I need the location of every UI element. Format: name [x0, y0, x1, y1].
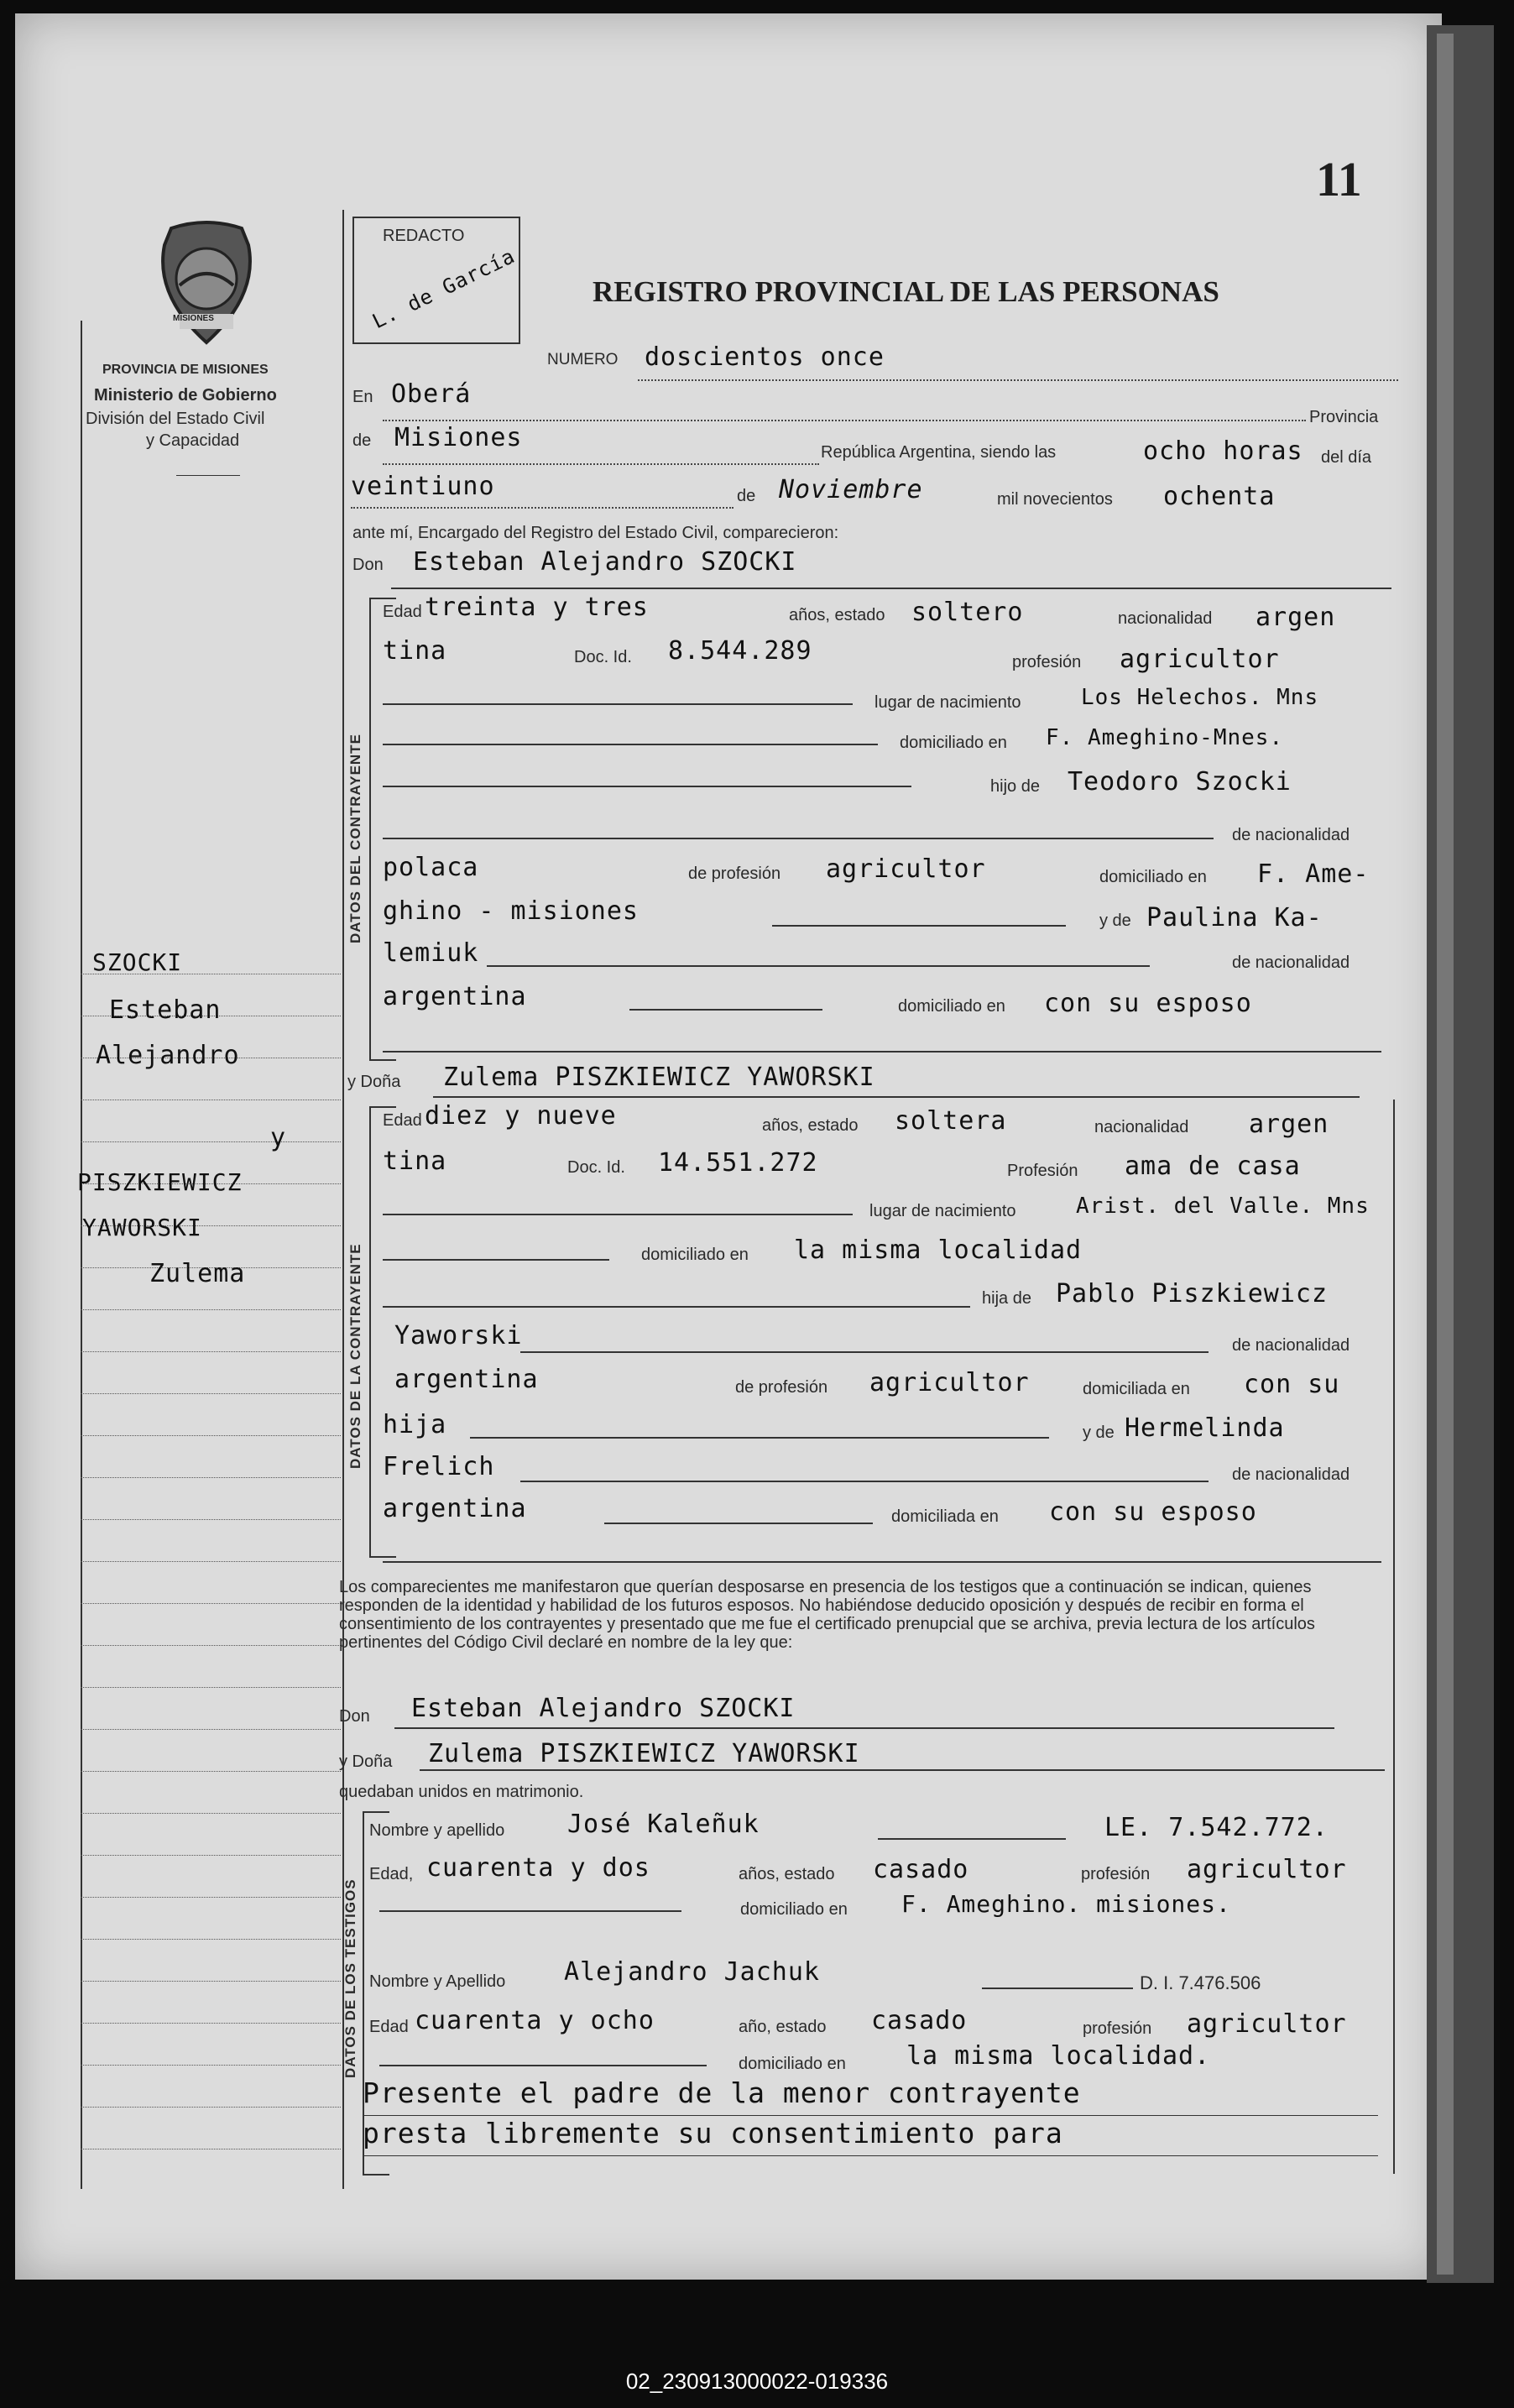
- page-number: 11: [1316, 152, 1362, 206]
- don-label: Don: [352, 556, 384, 574]
- bride-padre-dom-line: [470, 1437, 1049, 1439]
- groom-lugar: Los Helechos. Mns: [1081, 685, 1319, 710]
- w2-edad: cuarenta y ocho: [415, 2006, 655, 2035]
- bride-name: Zulema PISZKIEWICZ YAWORSKI: [443, 1063, 875, 1092]
- w1-profesion-label: profesión: [1081, 1865, 1151, 1883]
- bride-nacionalidad-a: argen: [1249, 1110, 1329, 1139]
- margin-rule-line: [81, 2065, 341, 2066]
- bride-anos-label: años, estado: [762, 1116, 859, 1135]
- groom-name: Esteban Alejandro SZOCKI: [413, 547, 797, 577]
- redacto-signature: L. de García: [368, 243, 519, 334]
- groom-padre-nac: polaca: [383, 853, 479, 882]
- margin-rule-line: [81, 1687, 341, 1688]
- groom-padre-dom-a: F. Ame-: [1257, 859, 1370, 889]
- bride-padre-line: [383, 1306, 970, 1308]
- bride-y-de-label: y de: [1083, 1423, 1115, 1442]
- margin-column: [81, 321, 344, 2189]
- hora-value: ocho horas: [1143, 436, 1303, 466]
- bride-edad-label: Edad: [383, 1111, 422, 1130]
- right-rule: [1393, 1100, 1395, 2174]
- margin-rule-line: [81, 1393, 341, 1394]
- bride-dom-label: domiciliado en: [641, 1246, 749, 1264]
- bride-nacionalidad-b: tina: [383, 1147, 447, 1176]
- margin-rule-line: [81, 1897, 341, 1898]
- union-don-label: Don: [339, 1707, 370, 1726]
- groom-profesion: agricultor: [1120, 645, 1280, 674]
- redacto-label: REDACTO: [383, 227, 465, 245]
- margin-rule-line: [81, 1351, 341, 1352]
- groom-anos-label: años, estado: [789, 606, 885, 624]
- authority-division: División del Estado Civil: [86, 410, 265, 428]
- bride-madre-nac-line: [604, 1523, 873, 1524]
- groom-madre-nac: argentina: [383, 982, 527, 1011]
- bride-madre-nac: argentina: [383, 1494, 527, 1523]
- declaration-paragraph: Los comparecientes me manifestaron que querían desposarse en presencia de los testigos que a continuación se indican, quienes responden de la identidad y habilidad de los futuros esposos. No habiéndose deducido oposición y después de recibir en forma el consentimiento de los contrayentes y presentado que me fue el certificado prenupcial que se archiva, previa lectura de los artículos pertinentes del Código Civil declaré en nombre de la ley que:: [339, 1578, 1315, 1652]
- bride-name-line: [433, 1096, 1360, 1098]
- redacto-box: [352, 217, 520, 344]
- w2-dom-label: domiciliado en: [739, 2055, 846, 2073]
- bride-edad: diez y nueve: [425, 1101, 617, 1131]
- groom-hijo-label: hijo de: [990, 777, 1040, 796]
- groom-dom-line: [383, 744, 878, 745]
- groom-padre-nac-label: de nacionalidad: [1232, 826, 1350, 844]
- groom-padre-nac-line: [383, 838, 1214, 839]
- groom-nacionalidad-a: argen: [1256, 603, 1336, 632]
- margin-name-groom-2: Alejandro: [96, 1041, 240, 1070]
- main-column-rule: [342, 210, 344, 2165]
- groom-data-vertical-label: DATOS DEL CONTRAYENTE: [347, 734, 363, 943]
- w2-profesion: agricultor: [1187, 2009, 1347, 2039]
- dia-value: veintiuno: [351, 472, 495, 501]
- margin-rule-line: [81, 1309, 341, 1310]
- note-underline-2: [363, 2155, 1378, 2156]
- groom-padre-dom-label: domiciliado en: [1099, 868, 1207, 886]
- w2-profesion-label: profesión: [1083, 2019, 1152, 2038]
- w1-doc: LE. 7.542.772.: [1104, 1813, 1329, 1842]
- margin-rule-line: [81, 1771, 341, 1772]
- union-don: Esteban Alejandro SZOCKI: [411, 1694, 796, 1723]
- w1-edad: cuarenta y dos: [426, 1853, 650, 1883]
- bride-end-line: [383, 1561, 1381, 1563]
- mes-value: Noviembre: [779, 475, 923, 504]
- margin-surname-bride-2: YAWORSKI: [82, 1214, 202, 1241]
- margin-rule-line: [81, 1981, 341, 1982]
- groom-estado: soltero: [911, 598, 1024, 627]
- margin-surname-groom: SZOCKI: [92, 948, 183, 976]
- groom-dom-label: domiciliado en: [900, 734, 1007, 752]
- bride-padre-dom-a: con su: [1244, 1370, 1340, 1399]
- groom-padre-line: [383, 786, 911, 787]
- groom-profesion-label: profesión: [1012, 653, 1082, 671]
- w1-anos-label: años, estado: [739, 1865, 835, 1883]
- groom-domicilio: F. Ameghino-Mnes.: [1046, 725, 1284, 750]
- bride-madre-dom: con su esposo: [1049, 1497, 1257, 1527]
- provincia-label: Provincia: [1309, 408, 1379, 426]
- w2-estado: casado: [871, 2006, 968, 2035]
- note-line-2: presta libremente su consentimiento para: [363, 2117, 1063, 2149]
- groom-madre-dom-label: domiciliado en: [898, 997, 1005, 1016]
- groom-name-line: [391, 588, 1391, 589]
- union-don-line: [394, 1727, 1334, 1729]
- w2-domicilio: la misma localidad.: [906, 2041, 1211, 2071]
- republica-label: República Argentina, siendo las: [821, 443, 1057, 462]
- margin-rule-line: [81, 1141, 341, 1142]
- w1-edad-label: Edad,: [369, 1865, 414, 1883]
- margin-rule-line: [81, 1477, 341, 1478]
- groom-madre-line: [487, 965, 1150, 967]
- groom-nacionalidad-b: tina: [383, 636, 447, 666]
- groom-madre-dom: con su esposo: [1044, 989, 1252, 1018]
- groom-padre-dom-line: [772, 925, 1066, 927]
- numero-label: NUMERO: [547, 351, 619, 368]
- seal-ribbon-text: MISIONES: [173, 314, 214, 323]
- bride-lugar-line: [383, 1214, 853, 1215]
- ante-mi-text: ante mí, Encargado del Registro del Estado Civil, comparecieron:: [352, 524, 839, 542]
- margin-rule-line: [81, 2023, 341, 2024]
- groom-lugar-line: [383, 703, 853, 705]
- margin-rule-line: [81, 1729, 341, 1730]
- w1-name-label: Nombre y apellido: [369, 1821, 505, 1840]
- margin-rule-line: [81, 1519, 341, 1520]
- margin-rule-line: [81, 1645, 341, 1646]
- groom-nacionalidad-label: nacionalidad: [1118, 609, 1213, 628]
- note-line-1: Presente el padre de la menor contrayente: [363, 2076, 1081, 2109]
- witness-vertical-label: DATOS DE LOS TESTIGOS: [342, 1878, 358, 2078]
- w1-domicilio: F. Ameghino. misiones.: [901, 1890, 1231, 1918]
- groom-padre-dom-b: ghino - misiones: [383, 896, 639, 926]
- de-label: de: [352, 431, 372, 450]
- authority-province: PROVINCIA DE MISIONES: [102, 363, 269, 377]
- bride-madre-a: Hermelinda: [1125, 1413, 1285, 1443]
- note-underline-1: [363, 2115, 1378, 2116]
- groom-y-de-label: y de: [1099, 911, 1131, 930]
- union-dona: Zulema PISZKIEWICZ YAWORSKI: [428, 1739, 860, 1768]
- authority-ministry: Ministerio de Gobierno: [94, 386, 277, 405]
- w1-dom-label: domiciliado en: [740, 1900, 848, 1919]
- groom-edad: treinta y tres: [425, 593, 649, 622]
- margin-conjunction: y: [270, 1123, 287, 1152]
- margin-rule-line: [81, 1813, 341, 1814]
- scan-id-footer: 02_230913000022-019336: [625, 2369, 889, 2394]
- en-value: Oberá: [391, 379, 472, 409]
- bride-estado: soltera: [895, 1106, 1007, 1136]
- groom-padre-prof: agricultor: [826, 854, 986, 884]
- dia-line: [351, 507, 734, 509]
- w1-name: José Kaleñuk: [567, 1810, 760, 1839]
- groom-edad-label: Edad: [383, 603, 422, 621]
- groom-madre-nac-line: [629, 1009, 822, 1011]
- w1-dom-line: [379, 1910, 681, 1912]
- bride-profesion-label: Profesión: [1007, 1162, 1078, 1180]
- book-spine-edge: [1437, 34, 1454, 2275]
- groom-lugar-label: lugar de nacimiento: [874, 693, 1021, 712]
- groom-madre-nac-label: de nacionalidad: [1232, 953, 1350, 972]
- w2-doc: D. I. 7.476.506: [1140, 1972, 1261, 1993]
- numero-value: doscientos once: [645, 342, 885, 372]
- quedaban-text: quedaban unidos en matrimonio.: [339, 1783, 584, 1801]
- bride-padre-dom-label: domiciliada en: [1083, 1380, 1190, 1398]
- margin-rule-line: [81, 2107, 341, 2108]
- bride-domicilio: la misma localidad: [794, 1235, 1083, 1265]
- bride-madre-nac-label: de nacionalidad: [1232, 1465, 1350, 1484]
- w2-name-line: [982, 1988, 1133, 1989]
- anio-value: ochenta: [1163, 482, 1276, 511]
- margin-rule-line: [81, 1603, 341, 1604]
- bride-padre-dom-b: hija: [383, 1410, 447, 1439]
- w2-name: Alejandro Jachuk: [564, 1957, 820, 1987]
- union-dona-label: y Doña: [339, 1752, 393, 1771]
- mil-label: mil novecientos: [997, 490, 1113, 509]
- authority-capacity: y Capacidad: [146, 431, 240, 450]
- de-value: Misiones: [394, 423, 523, 452]
- margin-rule-line: [81, 1435, 341, 1436]
- bride-padre-prof-label: de profesión: [735, 1378, 828, 1397]
- bride-padre-nac: argentina: [394, 1365, 539, 1394]
- w1-name-line: [878, 1838, 1066, 1840]
- margin-surname-bride-1: PISZKIEWICZ: [77, 1168, 243, 1196]
- margin-name-groom-1: Esteban: [109, 995, 222, 1025]
- en-label: En: [352, 388, 373, 406]
- de-line: [383, 463, 819, 465]
- bride-padre-nac-line: [520, 1351, 1209, 1353]
- w1-estado: casado: [873, 1855, 969, 1884]
- bride-data-vertical-label: DATOS DE LA CONTRAYENTE: [347, 1243, 363, 1469]
- bride-madre-line: [520, 1481, 1209, 1482]
- w1-profesion: agricultor: [1187, 1855, 1347, 1884]
- bride-padre-prof: agricultor: [869, 1368, 1030, 1397]
- bride-hija-label: hija de: [982, 1289, 1031, 1308]
- groom-end-line: [383, 1051, 1381, 1053]
- w2-name-label: Nombre y Apellido: [369, 1972, 506, 1991]
- bride-lugar-label: lugar de nacimiento: [869, 1202, 1016, 1220]
- margin-name-bride: Zulema: [149, 1259, 246, 1288]
- margin-rule-line: [81, 1855, 341, 1856]
- bride-doc-label: Doc. Id.: [567, 1158, 625, 1177]
- w2-dom-line: [379, 2065, 707, 2066]
- bride-padre-nac-label: de nacionalidad: [1232, 1336, 1350, 1355]
- bride-nacionalidad-label: nacionalidad: [1094, 1118, 1189, 1136]
- groom-padre-prof-label: de profesión: [688, 864, 781, 883]
- margin-rule-line: [81, 1561, 341, 1562]
- numero-line: [638, 379, 1398, 381]
- margin-rule-line: [81, 1939, 341, 1940]
- bride-padre-a: Pablo Piszkiewicz: [1056, 1279, 1329, 1308]
- y-dona-label: y Doña: [347, 1073, 401, 1091]
- de-month-label: de: [737, 487, 756, 505]
- groom-madre-b: lemiuk: [383, 938, 479, 968]
- del-dia-label: del día: [1321, 448, 1372, 467]
- bride-madre-b: Frelich: [383, 1452, 495, 1481]
- groom-padre: Teodoro Szocki: [1068, 767, 1292, 797]
- groom-doc: 8.544.289: [668, 636, 812, 666]
- bride-lugar: Arist. del Valle. Mns: [1076, 1194, 1370, 1219]
- w2-ano-label: año, estado: [739, 2018, 827, 2036]
- bride-madre-dom-label: domiciliada en: [891, 1507, 999, 1526]
- groom-doc-label: Doc. Id.: [574, 648, 632, 666]
- registry-title: REGISTRO PROVINCIAL DE LAS PERSONAS: [593, 275, 1219, 308]
- bride-doc: 14.551.272: [658, 1148, 818, 1178]
- union-dona-line: [420, 1769, 1385, 1771]
- bride-dom-line: [383, 1259, 609, 1261]
- groom-madre-a: Paulina Ka-: [1146, 903, 1323, 932]
- bride-profesion: ama de casa: [1125, 1152, 1301, 1181]
- w2-edad-label: Edad: [369, 2018, 409, 2036]
- en-line: [383, 420, 1306, 421]
- bride-padre-b: Yaworski: [394, 1321, 523, 1350]
